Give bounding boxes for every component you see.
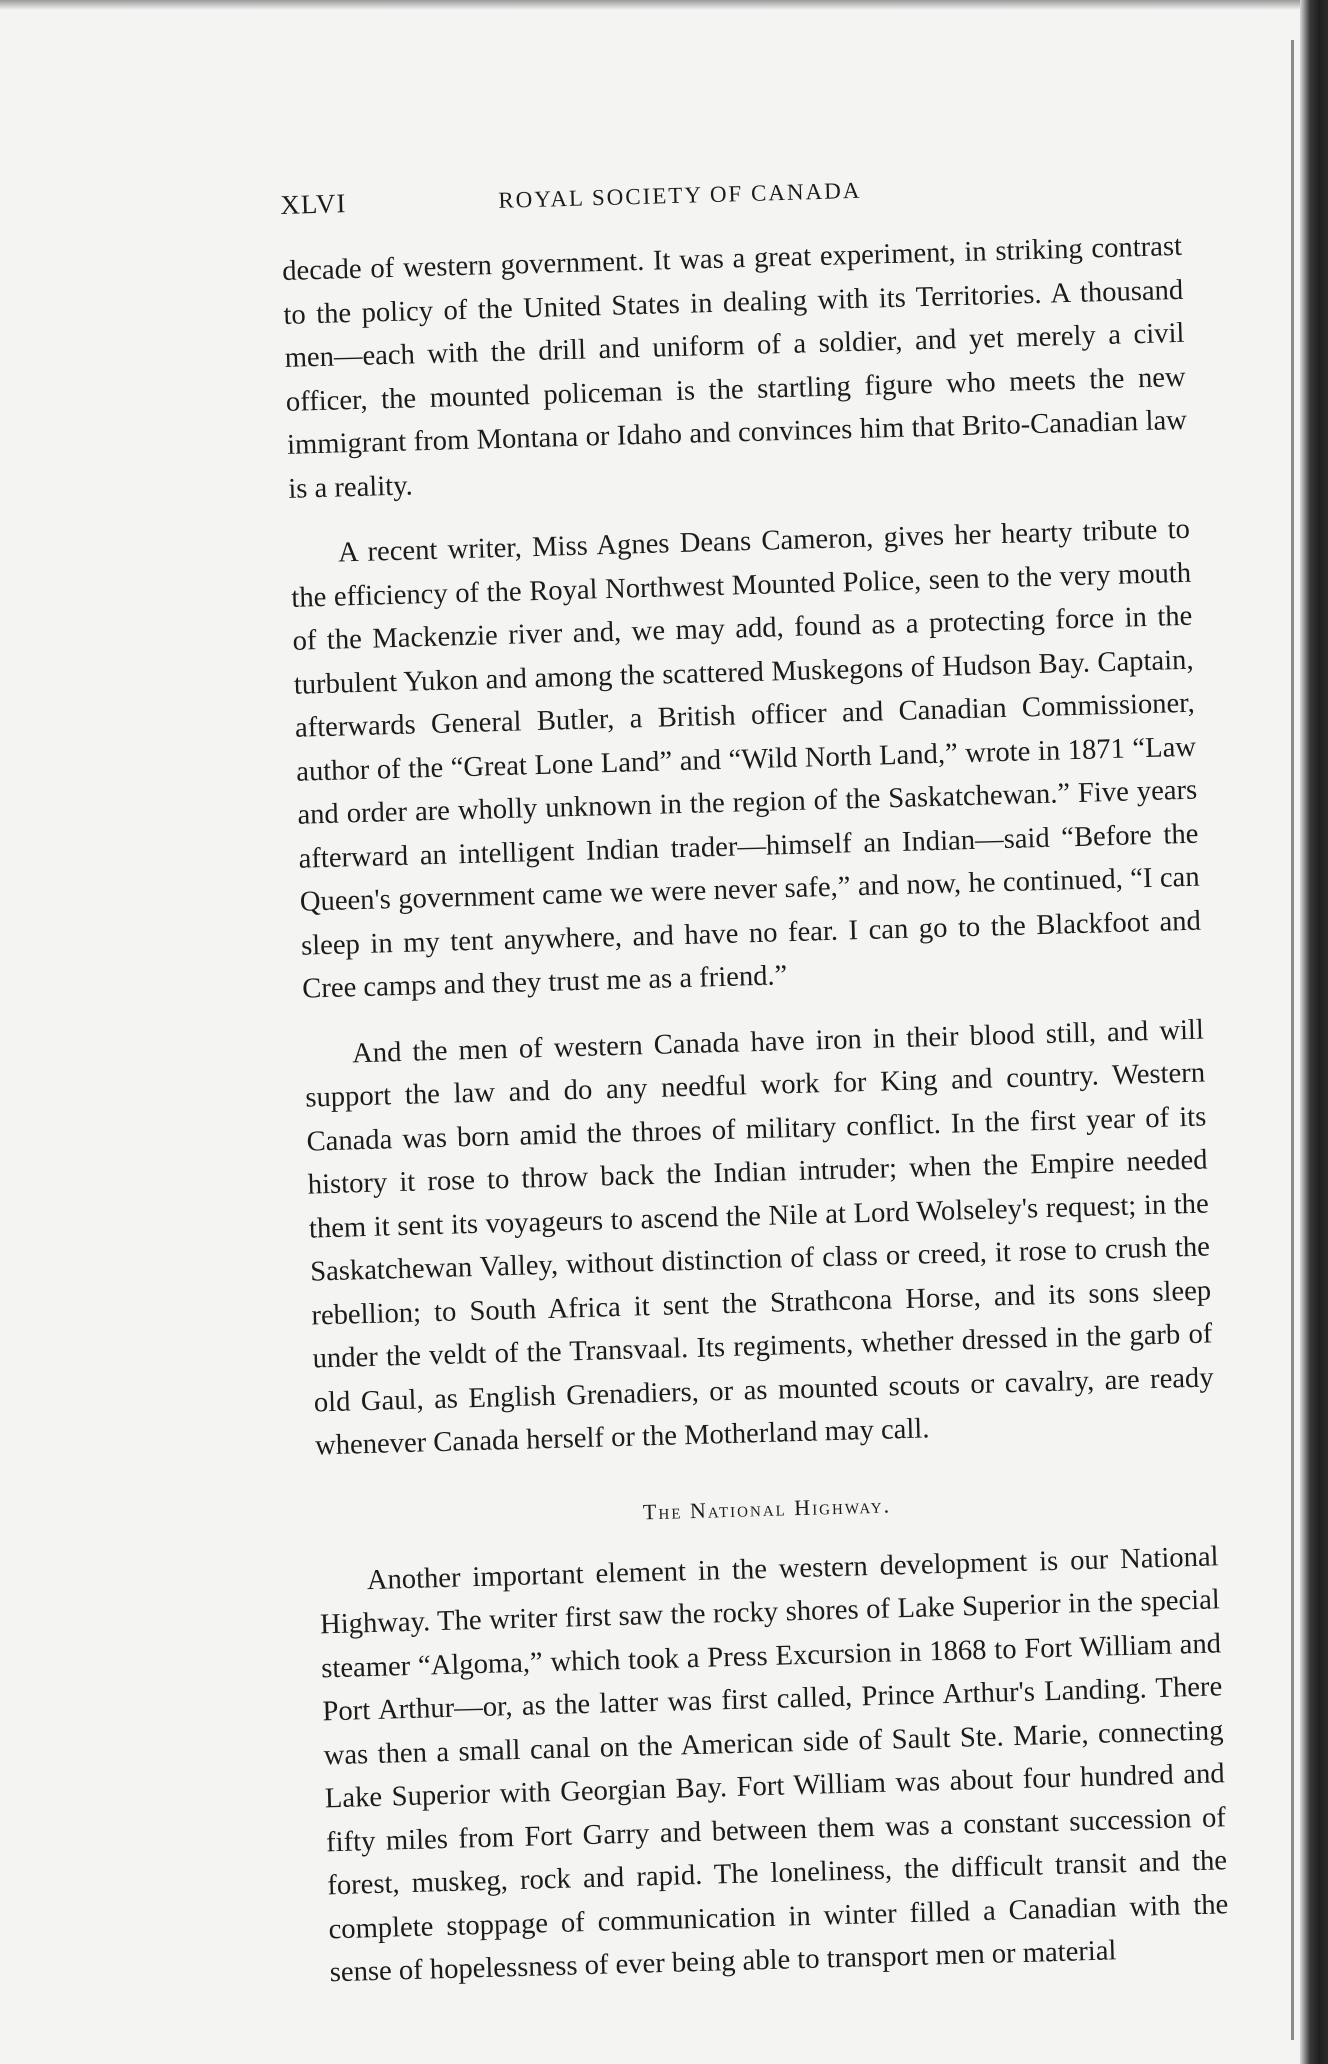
paragraph-3: And the men of western Canada have iron in their blood still, and will support the law and do any needful work for King and country. Western Canada was born amid the throes of military conflict. In the first year of its history it rose to throw back the Indian intruder; when the Empire needed them it sent its voyageurs to ascend the Nile at Lord Wolseley's request; in the Saskatchewan Valley, without distinction of class or creed, it rose to crush the rebellion; to South Africa it sent the Strathcona Horse, and its sons sleep under the veldt of the Transvaal. Its regiments, whether dressed in the garb of old Gaul, as English Grenadiers, or as mounted scouts or cavalry, are ready whenever Canada herself or the Motherland may call. [304,1014,1214,1462]
page-number: XLVI [280,188,347,220]
page-content [280,165,1230,1995]
paragraph-4: Another important element in the western development is our National Highway. The writer first saw the rocky shores of Lake Superior in the special steamer “Algoma,” which took a Press Excursion in 1868 to Fort William and Port Arthur—or, as the latter was first called, Prince Arthur's Landing. There was then a small canal on the American side of Sault Ste. Marie, connecting Lake Superior with Georgian Bay. Fort William was about four hundred and fifty miles from Fort Garry and between them was a constant succession of forest, muskeg, rock and rapid. The loneliness, the difficult transit and the complete stoppage of communication in winter filled a Canadian with the sense of hopelessness of ever being able to transport men or material [319,1540,1229,1989]
binding-edge [1300,0,1328,2064]
paragraph-1: decade of western government. It was a great experiment, in striking contrast to the policy of the United States in dealing with its Territories. A thousand men—each with the drill and uniform of a soldier, and yet merely a civil officer, the mounted policeman is the startling figure who meets the new immigrant from Montana or Idaho and convinces him that Brito-Canadian law is a reality. [281,230,1188,505]
page-edge-line [1291,40,1294,2040]
running-head: ROYAL SOCIETY OF CANADA [498,177,862,213]
section-heading: The National Highway. [642,1491,892,1524]
page-top-shadow [0,0,1310,10]
paragraph-2: A recent writer, Miss Agnes Deans Cameron, gives her hearty tribute to the efficiency of the Royal Northwest Mounted Police, seen to the very mouth of the Mackenzie river and, we may add, found as a protecting force in the turbulent Yukon and among the scattered Muskegons of Hudson Bay. Captain, afterwards General Butler, a British officer and Canadian Commissioner, author of the “Great Lone Land” and “Wild North Land,” wrote in 1871 “Law and order are wholly unknown in the region of the Saskatchewan.” Five years afterward an intelligent Indian trader—himself an Indian—said “Before the Queen's government came we were never safe,” and now, he continued, “I can sleep in my tent anywhere, and have no fear. I can go to the Blackfoot and Cree camps and they trust me as a friend.” [290,513,1202,1005]
